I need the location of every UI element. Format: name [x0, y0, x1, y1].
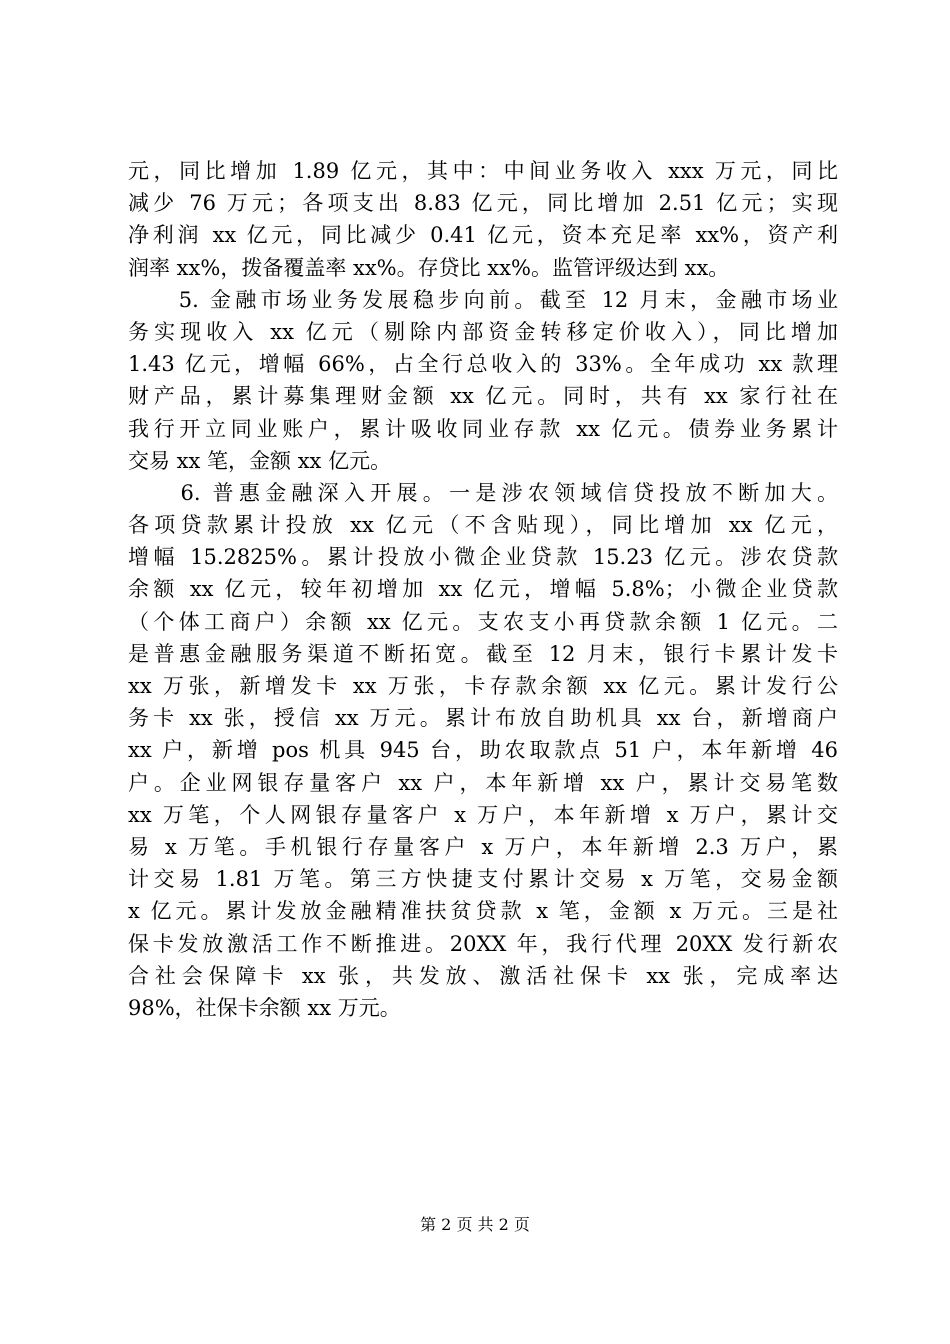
text-line: 减少 76 万元；各项支出 8.83 亿元，同比增加 2.51 亿元；实现: [128, 191, 838, 216]
text-line: 元，同比增加 1.89 亿元，其中：中间业务收入 xxx 万元，同比: [128, 159, 838, 183]
text-line: 增幅 15.2825%。累计投放小微企业贷款 15.23 亿元。涉农贷款: [128, 545, 838, 570]
text-line: xx 万笔，个人网银存量客户 x 万户，本年新增 x 万户，累计交: [128, 802, 838, 827]
text-line: 润率 xx%，拨备覆盖率 xx%。存贷比 xx%。监管评级达到 xx。: [128, 255, 730, 280]
text-line: 是普惠金融服务渠道不断拓宽。截至 12 月末，银行卡累计发卡: [128, 641, 838, 666]
text-line: 务卡 xx 张，授信 xx 万元。累计布放自助机具 xx 台，新增商户: [128, 706, 838, 731]
text-line: 计交易 1.81 万笔。第三方快捷支付累计交易 x 万笔，交易金额: [128, 867, 838, 892]
text-line: 户。企业网银存量客户 xx 户，本年新增 xx 户，累计交易笔数: [128, 770, 838, 795]
text-line: x 亿元。累计发放金融精准扶贫贷款 x 笔，金额 x 万元。三是社: [128, 899, 838, 924]
text-line: 各项贷款累计投放 xx 亿元（不含贴现），同比增加 xx 亿元，: [128, 513, 838, 538]
text-line: xx 户，新增 pos 机具 945 台，助农取款点 51 户，本年新增 46: [128, 738, 838, 763]
text-line: 我行开立同业账户，累计吸收同业存款 xx 亿元。债券业务累计: [128, 416, 838, 441]
text-line: 交易 xx 笔，金额 xx 亿元。: [128, 448, 392, 473]
text-line: 务实现收入 xx 亿元（剔除内部资金转移定价收入），同比增加: [128, 319, 838, 344]
text-line: 财产品，累计募集理财金额 xx 亿元。同时，共有 xx 家行社在: [128, 384, 838, 409]
text-line: 98%，社保卡余额 xx 万元。: [128, 995, 401, 1020]
text-line: xx 万张，新增发卡 xx 万张，卡存款余额 xx 亿元。累计发行公: [128, 674, 838, 698]
text-line: （个体工商户）余额 xx 亿元。支农支小再贷款余额 1 亿元。二: [128, 609, 838, 634]
text-line: 1.43 亿元，增幅 66%，占全行总收入的 33%。全年成功 xx 款理: [128, 352, 838, 377]
text-line: 净利润 xx 亿元，同比减少 0.41 亿元，资本充足率 xx%，资产利: [128, 223, 838, 248]
text-line: 余额 xx 亿元，较年初增加 xx 亿元，增幅 5.8%；小微企业贷款: [128, 577, 838, 602]
text-line: 保卡发放激活工作不断推进。20XX 年，我行代理 20XX 发行新农: [128, 931, 838, 956]
text-line: 5. 金融市场业务发展稳步向前。截至 12 月末，金融市场业: [128, 287, 838, 312]
text-line: 合社会保障卡 xx 张，共发放、激活社保卡 xx 张，完成率达: [128, 963, 838, 988]
page-footer: 第 2 页 共 2 页: [420, 1215, 530, 1234]
text-line: 易 x 万笔。手机银行存量客户 x 万户，本年新增 2.3 万户，累: [128, 834, 838, 859]
text-line: 6. 普惠金融深入开展。一是涉农领域信贷投放不断加大。: [128, 480, 838, 505]
document-body: [128, 155, 838, 1024]
